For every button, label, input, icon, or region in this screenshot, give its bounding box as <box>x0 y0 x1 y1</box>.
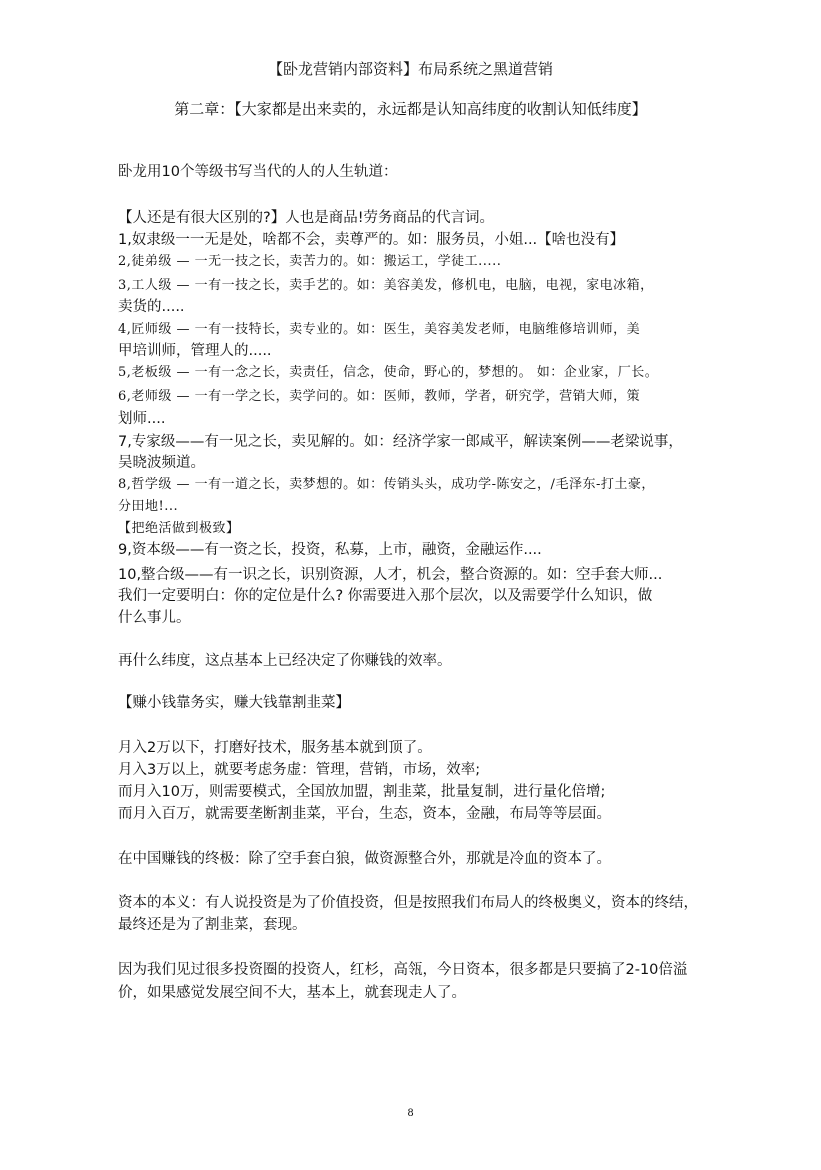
level-1: 1,奴隶级一一无是处，啥都不会，卖尊严的。如：服务员，小姐...【啥也没有】 <box>118 232 625 248</box>
dimension-line: 再什么纬度，这点基本上已经决定了你赚钱的效率。 <box>118 653 452 669</box>
level-note: 【把绝活做到极致】 <box>118 521 240 536</box>
level-4-line-1: 4,匠师级 — 一有一技特长，卖专业的。如：医生，美容美发老师，电脑维修培训师，美 <box>118 322 641 337</box>
income-line-4: 而月入百万，就需要垄断割韭菜，平台，生态，资本，金融，布局等等层面。 <box>118 806 611 822</box>
level-2: 2,徒弟级 — 一无一技之长，卖苦力的。如：搬运工，学徒工..... <box>118 254 502 269</box>
section-heading-money: 【赚小钱靠务实，赚大钱靠割韭菜】 <box>118 695 350 711</box>
document-title: 【卧龙营销内部资料】布局系统之黑道营销 <box>267 60 553 78</box>
intro-line: 卧龙用10个等级书写当代的人的人生轨道： <box>118 164 398 180</box>
positioning-line-2: 什么事儿。 <box>118 610 191 626</box>
level-7-line-1: 7,专家级——有一见之长，卖见解的。如：经济学家一郎咸平，解读案例——老梁说事， <box>118 434 683 450</box>
capital-line-1: 资本的本义：有人说投资是为了价值投资，但是按照我们布局人的终极奥义，资本的终结， <box>118 895 698 911</box>
level-7-line-2: 吴晓波频道。 <box>118 455 205 471</box>
level-10: 10,整合级——有一识之长，识别资源，人才，机会，整合资源的。如：空手套大师... <box>118 567 663 583</box>
income-line-1: 月入2万以下，打磨好技术，服务基本就到顶了。 <box>118 740 432 756</box>
level-6-line-2: 划师.... <box>118 411 166 427</box>
chapter-title: 第二章：【大家都是出来卖的，永远都是认知高纬度的收割认知低纬度】 <box>174 100 647 118</box>
china-line: 在中国赚钱的终极：除了空手套白狼，做资源整合外，那就是冷血的资本了。 <box>118 851 611 867</box>
investors-line-1: 因为我们见过很多投资圈的投资人，红杉，高瓴，今日资本，很多都是只要搞了2-10倍溢 <box>118 962 688 978</box>
level-8-line-1: 8,哲学级 — 一有一道之长，卖梦想的。如：传销头头，成功学-陈安之，/毛泽东-打土豪， <box>118 477 655 492</box>
page-number: 8 <box>407 1108 414 1119</box>
level-3-line-2: 卖货的..... <box>118 299 185 315</box>
level-6-line-1: 6,老师级 — 一有一学之长，卖学问的。如：医师，教师，学者，研究学，营销大师，策 <box>118 389 641 404</box>
level-5: 5,老板级 — 一有一念之长，卖责任，信念，使命，野心的，梦想的。 如：企业家，厂长。 <box>118 365 659 380</box>
income-line-2: 月入3万以上，就要考虑务虚：管理，营销，市场，效率; <box>118 762 481 778</box>
level-4-line-2: 甲培训师，管理人的..... <box>118 343 272 359</box>
level-8-line-2: 分田地!... <box>118 499 179 514</box>
positioning-line-1: 我们一定要明白：你的定位是什么? 你需要进入那个层次，以及需要学什么知识，做 <box>118 588 653 604</box>
section-heading-people: 【人还是有很大区别的?】人也是商品!劳务商品的代言词。 <box>118 210 495 226</box>
investors-line-2: 价，如果感觉发展空间不大，基本上，就套现走人了。 <box>118 985 466 1001</box>
capital-line-2: 最终还是为了割韭菜，套现。 <box>118 917 307 933</box>
level-3-line-1: 3,工人级 — 一有一技之长，卖手艺的。如：美容美发，修机电，电脑，电视，家电冰箱， <box>118 278 654 293</box>
level-9: 9,资本级——有一资之长，投资，私募，上市，融资，金融运作.... <box>118 542 542 558</box>
income-line-3: 而月入10万，则需要模式，全国放加盟，割韭菜，批量复制，进行量化倍增; <box>118 784 606 800</box>
